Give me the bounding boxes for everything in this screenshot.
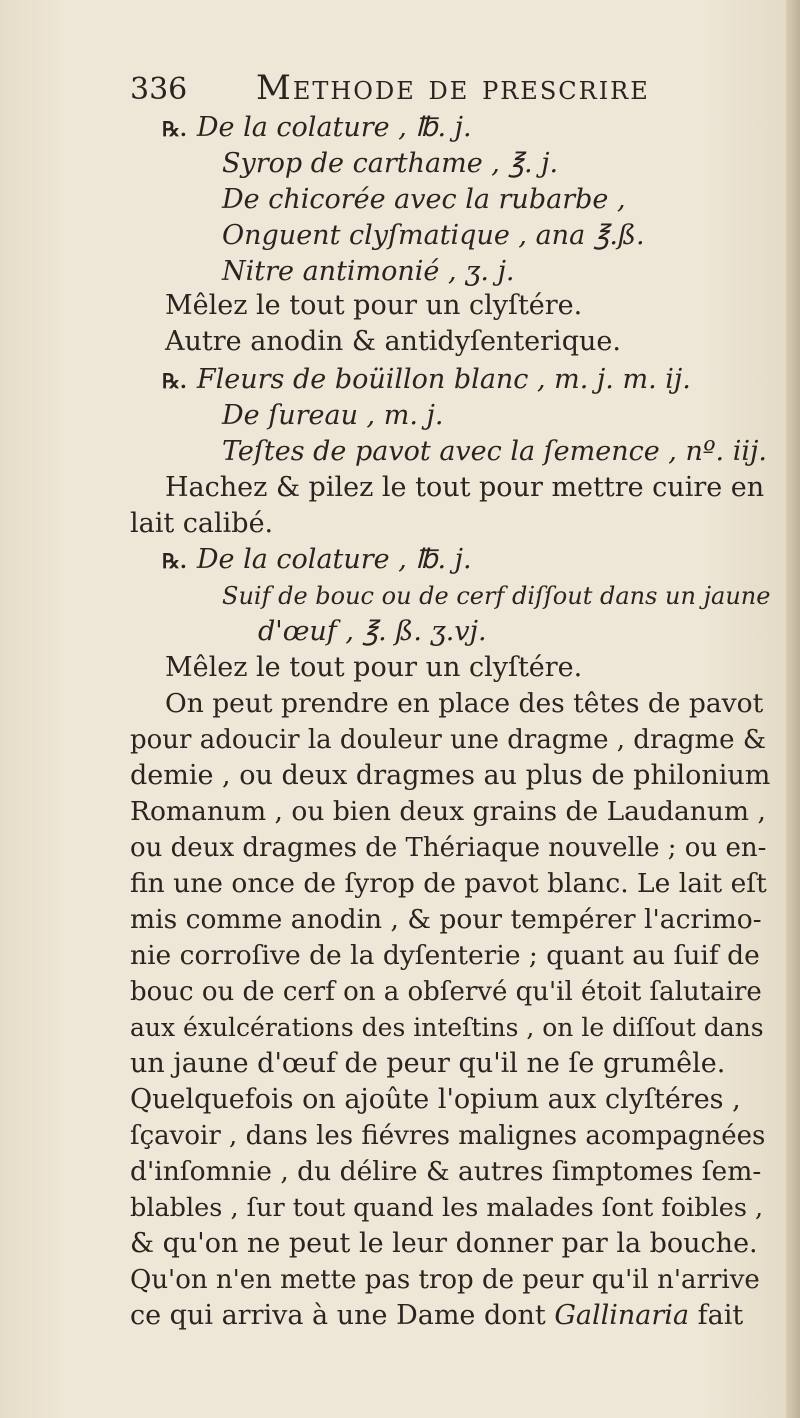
paragraph-line-4: Romanum , ou bien deux grains de Laudanum , (130, 796, 766, 827)
paragraph-line-5: ou deux dragmes de Thériaque nouvelle ; ou en- (130, 833, 767, 863)
recipe1-line3: De chicorée avec la rubarbe , (222, 184, 626, 215)
rx-symbol: ℞. (162, 117, 187, 141)
paragraph-line-11: un jaune d'œuf de peur qu'il ne ſe grumêle. (130, 1048, 726, 1079)
heading-anodin: Autre anodin & antidyſenterique. (165, 326, 621, 357)
running-title: Methode de prescrire (256, 68, 650, 108)
instruction3: Mêlez le tout pour un clyſtére. (165, 652, 583, 683)
paragraph-line-14: d'inſomnie , du délire & autres ſimptomes ſem- (130, 1156, 762, 1187)
paragraph-line-13: ſçavoir , dans les fiévres malignes acompagnées (130, 1121, 766, 1151)
last-line-end: fait (689, 1300, 744, 1331)
rx-symbol: ℞. (162, 549, 187, 573)
recipe1-line1-text: De la colature , ℔. j. (196, 112, 472, 143)
instruction2-line2: lait calibé. (130, 508, 274, 539)
paragraph-line-8: nie corroſive de la dyſenterie ; quant au ſuif de (130, 940, 760, 971)
recipe2-line2: De ſureau , m. j. (222, 400, 444, 431)
paragraph-line-3: demie , ou deux dragmes au plus de philonium (130, 760, 771, 791)
page-header (130, 68, 750, 112)
paragraph-line-15: blables , ſur tout quand les malades ſont foibles , (130, 1193, 764, 1223)
page-spine-shadow (786, 0, 800, 1418)
recipe2-line1-text: Fleurs de boüillon blanc , m. j. m. ij. (196, 364, 691, 395)
recipe3-line1-text: De la colature , ℔. j. (196, 544, 472, 575)
rx-symbol: ℞. (162, 369, 187, 393)
person-name-gallinaria: Gallinaria (554, 1300, 690, 1331)
recipe2-line3: Teſtes de pavot avec la ſemence , nº. iij. (222, 436, 767, 467)
instruction2-line1: Hachez & pilez le tout pour mettre cuire en (165, 472, 765, 503)
recipe3-line1 (162, 542, 472, 579)
recipe3-line3: d'œuf , ℥. ß. ʒ.vj. (258, 616, 487, 647)
recipe2-line1 (162, 362, 691, 399)
paragraph-line-2: pour adoucir la douleur une dragme , dragme & (130, 725, 766, 755)
paragraph-line-6: fin une once de ſyrop de pavot blanc. Le lait eſt (130, 868, 767, 899)
paragraph-line-7: mis comme anodin , & pour tempérer l'acrimo- (130, 904, 762, 935)
page-number: 336 (130, 72, 188, 107)
paragraph-line-1: On peut prendre en place des têtes de pavot (165, 688, 764, 719)
recipe1-line4: Onguent clyſmatique , ana ℥.ß. (222, 220, 645, 251)
paragraph-line-10: aux éxulcérations des inteſtins , on le diſſout dans (130, 1013, 764, 1042)
recipe1-line5: Nitre antimonié , ʒ. j. (222, 256, 515, 287)
instruction1: Mêlez le tout pour un clyſtére. (165, 290, 583, 321)
recipe3-line2: Suif de bouc ou de cerf diſſout dans un jaune (222, 582, 771, 610)
paragraph-line-16: & qu'on ne peut le leur donner par la bouche. (130, 1228, 758, 1259)
last-line-text: ce qui arriva à une Dame dont (130, 1300, 555, 1331)
paragraph-line-17: Qu'on n'en mette pas trop de peur qu'il n'arrive (130, 1265, 760, 1295)
recipe1-line1 (162, 110, 472, 147)
paragraph-line-9: bouc ou de cerf on a obſervé qu'il étoit ſalutaire (130, 977, 762, 1007)
paragraph-line-18 (130, 1298, 743, 1334)
recipe1-line2: Syrop de carthame , ℥. j. (222, 148, 559, 179)
paragraph-line-12: Quelquefois on ajoûte l'opium aux clyſtéres , (130, 1084, 741, 1115)
